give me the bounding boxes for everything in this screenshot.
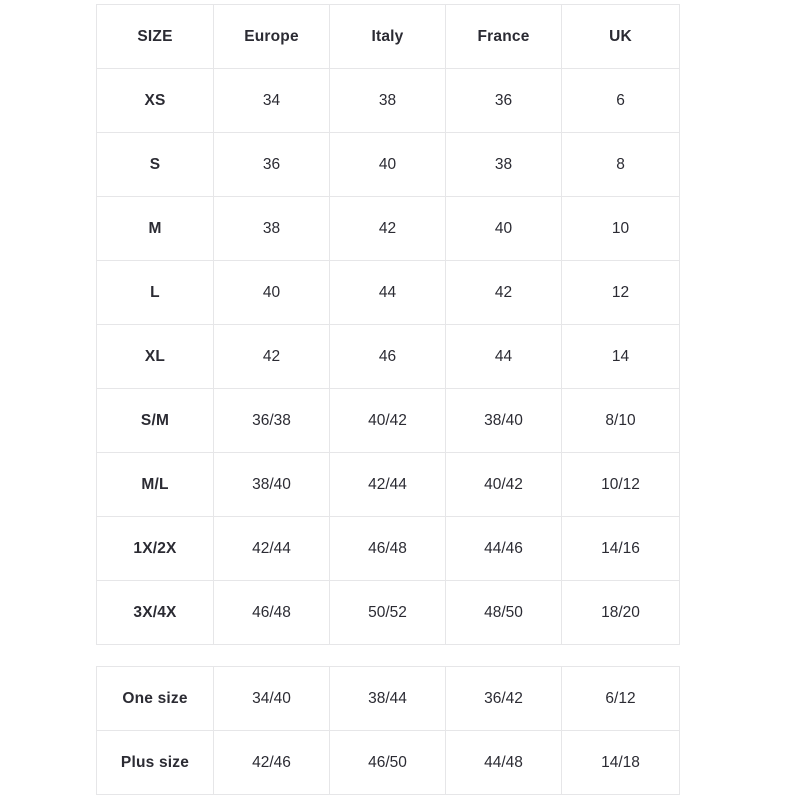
cell-uk: 14 xyxy=(562,325,680,389)
cell-italy: 42/44 xyxy=(330,453,446,517)
cell-italy: 38/44 xyxy=(330,667,446,731)
table-row xyxy=(97,667,680,731)
cell-uk: 14/16 xyxy=(562,517,680,581)
table-header-row xyxy=(97,5,680,69)
row-label: One size xyxy=(97,667,214,731)
cell-france: 36 xyxy=(446,69,562,133)
cell-europe: 40 xyxy=(214,261,330,325)
cell-europe: 38/40 xyxy=(214,453,330,517)
extra-size-table-container xyxy=(96,666,679,795)
cell-italy: 42 xyxy=(330,197,446,261)
cell-europe: 36 xyxy=(214,133,330,197)
cell-europe: 42/46 xyxy=(214,731,330,795)
row-label: Plus size xyxy=(97,731,214,795)
extra-size-table xyxy=(96,666,680,795)
cell-italy: 44 xyxy=(330,261,446,325)
cell-france: 38 xyxy=(446,133,562,197)
row-label: XS xyxy=(97,69,214,133)
cell-europe: 42/44 xyxy=(214,517,330,581)
cell-italy: 38 xyxy=(330,69,446,133)
column-header-france: France xyxy=(446,5,562,69)
table-row xyxy=(97,389,680,453)
row-label: XL xyxy=(97,325,214,389)
row-label: S xyxy=(97,133,214,197)
cell-italy: 50/52 xyxy=(330,581,446,645)
cell-uk: 18/20 xyxy=(562,581,680,645)
cell-france: 36/42 xyxy=(446,667,562,731)
cell-italy: 40/42 xyxy=(330,389,446,453)
table-row xyxy=(97,731,680,795)
cell-europe: 34/40 xyxy=(214,667,330,731)
cell-france: 40/42 xyxy=(446,453,562,517)
table-body xyxy=(97,69,680,645)
cell-uk: 14/18 xyxy=(562,731,680,795)
cell-france: 42 xyxy=(446,261,562,325)
row-label: L xyxy=(97,261,214,325)
cell-uk: 12 xyxy=(562,261,680,325)
cell-uk: 8 xyxy=(562,133,680,197)
cell-france: 44/46 xyxy=(446,517,562,581)
table-row xyxy=(97,69,680,133)
column-header-italy: Italy xyxy=(330,5,446,69)
table-body xyxy=(97,667,680,795)
table-row xyxy=(97,197,680,261)
column-header-uk: UK xyxy=(562,5,680,69)
cell-uk: 6 xyxy=(562,69,680,133)
cell-france: 38/40 xyxy=(446,389,562,453)
cell-europe: 34 xyxy=(214,69,330,133)
cell-uk: 10/12 xyxy=(562,453,680,517)
table-row xyxy=(97,325,680,389)
row-label: S/M xyxy=(97,389,214,453)
cell-europe: 42 xyxy=(214,325,330,389)
table-row xyxy=(97,581,680,645)
cell-france: 40 xyxy=(446,197,562,261)
cell-europe: 36/38 xyxy=(214,389,330,453)
row-label: 1X/2X xyxy=(97,517,214,581)
row-label: M xyxy=(97,197,214,261)
table-header xyxy=(97,5,680,69)
cell-france: 48/50 xyxy=(446,581,562,645)
table-row xyxy=(97,517,680,581)
cell-uk: 10 xyxy=(562,197,680,261)
cell-italy: 40 xyxy=(330,133,446,197)
cell-uk: 8/10 xyxy=(562,389,680,453)
cell-italy: 46 xyxy=(330,325,446,389)
row-label: 3X/4X xyxy=(97,581,214,645)
cell-france: 44/48 xyxy=(446,731,562,795)
table-row xyxy=(97,133,680,197)
cell-italy: 46/48 xyxy=(330,517,446,581)
cell-france: 44 xyxy=(446,325,562,389)
column-header-size: SIZE xyxy=(97,5,214,69)
column-header-europe: Europe xyxy=(214,5,330,69)
table-row xyxy=(97,261,680,325)
main-size-table xyxy=(96,4,680,645)
cell-europe: 38 xyxy=(214,197,330,261)
row-label: M/L xyxy=(97,453,214,517)
table-row xyxy=(97,453,680,517)
cell-uk: 6/12 xyxy=(562,667,680,731)
cell-europe: 46/48 xyxy=(214,581,330,645)
main-size-table-container xyxy=(96,4,679,645)
cell-italy: 46/50 xyxy=(330,731,446,795)
